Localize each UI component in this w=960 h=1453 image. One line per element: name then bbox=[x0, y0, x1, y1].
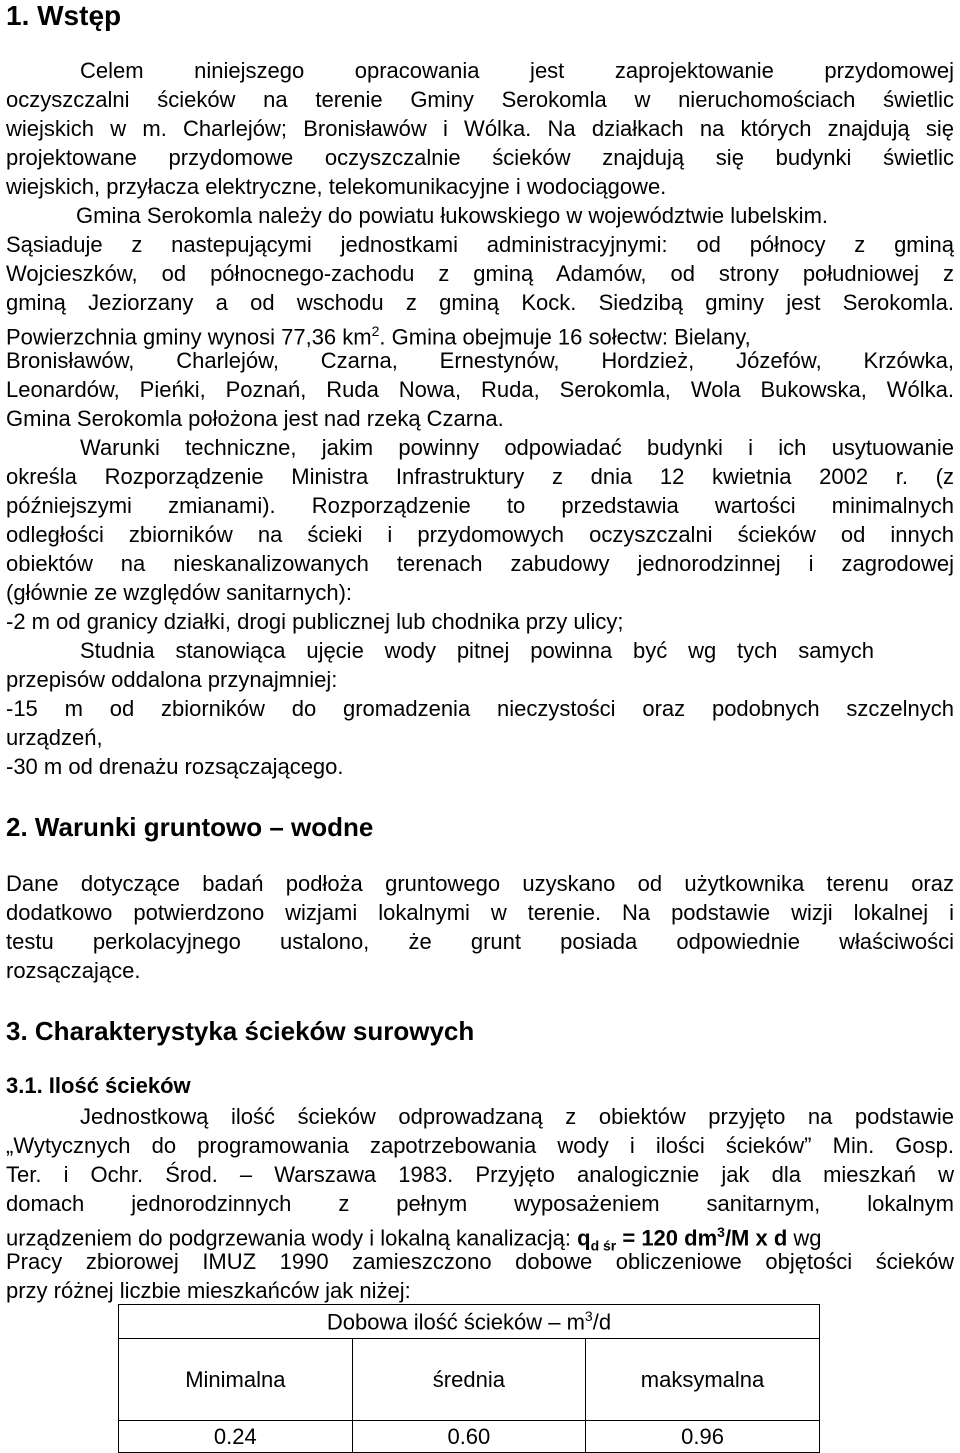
paragraph-line: projektowane przydomowe oczyszczalnie ścieków znajdują się budynki świetlic bbox=[6, 145, 954, 170]
paragraph-line: dodatkowo potwierdzono wizjami lokalnymi w terenie. Na podstawie wizji lokalnej i bbox=[6, 900, 954, 925]
paragraph-line: obiektów na nieskanalizowanych terenach zabudowy jednorodzinnej i zagrodowej bbox=[6, 551, 954, 576]
paragraph-line: oczyszczalni ścieków na terenie Gminy Serokomla w nieruchomościach świetlic bbox=[6, 87, 954, 112]
table-cell: 0.24 bbox=[119, 1421, 353, 1453]
table-column-header: Minimalna bbox=[119, 1339, 353, 1421]
paragraph-line: Sąsiaduje z nastepującymi jednostkami administracyjnymi: od północy z gminą bbox=[6, 232, 954, 257]
paragraph-line: -30 m od drenażu rozsączającego. bbox=[6, 754, 344, 779]
paragraph-line: Dane dotyczące badań podłoża gruntowego uzyskano od użytkownika terenu oraz bbox=[6, 871, 954, 896]
paragraph-line: Bronisławów, Charlejów, Czarna, Ernestynów, Hordzież, Józefów, Krzówka, bbox=[6, 348, 954, 373]
paragraph-line: Gmina Serokomla położona jest nad rzeką Czarna. bbox=[6, 406, 504, 431]
paragraph-line: domach jednorodzinnych z pełnym wyposażeniem sanitarnym, lokalnym bbox=[6, 1191, 954, 1216]
paragraph-line: Ter. i Ochr. Środ. – Warszawa 1983. Przyjęto analogicznie jak dla mieszkań w bbox=[6, 1162, 954, 1187]
section-1-title: 1. Wstęp bbox=[6, 0, 122, 31]
wastewater-table bbox=[118, 1304, 820, 1453]
table-column-header: maksymalna bbox=[586, 1339, 820, 1421]
table-cell: 0.60 bbox=[352, 1421, 585, 1453]
paragraph-line: określa Rozporządzenie Ministra Infrastruktury z dnia 12 kwietnia 2002 r. (z bbox=[6, 464, 954, 489]
paragraph-line: późniejszymi zmianami). Rozporządzenie to przedstawia wartości minimalnych bbox=[6, 493, 954, 518]
table-header-superscript: 3 bbox=[584, 1307, 593, 1324]
formula-eq: = 120 dm bbox=[616, 1225, 718, 1251]
area-text: Powierzchnia gminy wynosi 77,36 km bbox=[6, 324, 372, 350]
paragraph-line: rozsączające. bbox=[6, 958, 141, 983]
table-column-header: średnia bbox=[352, 1339, 585, 1421]
paragraph-line: Studnia stanowiąca ujęcie wody pitnej powinna być wg tych samych bbox=[80, 638, 874, 663]
formula-q: q bbox=[577, 1225, 591, 1251]
paragraph-line: testu perkolacyjnego ustalono, że grunt posiada odpowiednie właściwości bbox=[6, 929, 954, 954]
table-header: Dobowa ilość ścieków – $m^3/d$ bbox=[119, 1305, 820, 1339]
section-3-title: 3. Charakterystyka ścieków surowych bbox=[6, 1016, 475, 1046]
table-cell: 0.96 bbox=[586, 1421, 820, 1453]
paragraph-line: „Wytycznych do programowania zapotrzebowania wody i ilości ścieków” Min. Gosp. bbox=[6, 1133, 954, 1158]
formula-subscript: d śr bbox=[590, 1237, 617, 1254]
paragraph-line: Celem niniejszego opracowania jest zaprojektowanie przydomowej bbox=[80, 58, 954, 83]
paragraph-line: Leonardów, Pieńki, Poznań, Ruda Nowa, Ruda, Serokomla, Wola Bukowska, Wólka. bbox=[6, 377, 954, 402]
formula-superscript: 3 bbox=[717, 1224, 725, 1240]
paragraph-line: Pracy zbiorowej IMUZ 1990 zamieszczono dobowe obliczeniowe objętości ścieków bbox=[6, 1249, 954, 1274]
paragraph-line: wiejskich w m. Charlejów; Bronisławów i Wólka. Na działkach na których znajdują się bbox=[6, 116, 954, 141]
section-3-1-title: 3.1. Ilość ścieków bbox=[6, 1073, 191, 1098]
paragraph-line: Jednostkową ilość ścieków odprowadzaną z obiektów przyjęto na podstawie bbox=[80, 1104, 954, 1129]
formula-rest: /M x d bbox=[724, 1225, 788, 1251]
paragraph-line: odległości zbiorników na ścieki i przydomowych oczyszczalni ścieków od innych bbox=[6, 522, 954, 547]
paragraph-line: przy różnej liczbie mieszkańców jak niżej: bbox=[6, 1278, 411, 1303]
paragraph-line: przepisów oddalona przynajmniej: bbox=[6, 667, 338, 692]
paragraph-line: urządzeń, bbox=[6, 725, 103, 750]
paragraph-line: Gmina Serokomla należy do powiatu łukowskiego w województwie lubelskim. bbox=[76, 203, 829, 228]
table-header-tail: /d bbox=[592, 1309, 612, 1335]
formula-lead-text: urządzeniem do podgrzewania wody i lokalną kanalizacją: bbox=[6, 1225, 578, 1251]
superscript: 2 bbox=[371, 323, 380, 339]
paragraph-line: Wojcieszków, od północnego-zachodu z gminą Adamów, od strony południowej z bbox=[6, 261, 954, 286]
paragraph-line: Warunki techniczne, jakim powinny odpowiadać budynki i ich usytuowanie bbox=[80, 435, 954, 460]
paragraph-line: (głównie ze względów sanitarnych): bbox=[6, 580, 353, 605]
section-2-title: 2. Warunki gruntowo – wodne bbox=[6, 812, 374, 842]
formula-after: wg bbox=[787, 1225, 822, 1251]
paragraph-line: gminą Jeziorzany a od wschodu z gminą Kock. Siedzibą gminy jest Serokomla. bbox=[6, 290, 954, 315]
sołectwa-text: . Gmina obejmuje 16 sołectw: Bielany, bbox=[379, 324, 751, 350]
paragraph-line: -2 m od granicy działki, drogi publicznej lub chodnika przy ulicy; bbox=[6, 609, 624, 634]
paragraph-line: -15 m od zbiorników do gromadzenia nieczystości oraz podobnych szczelnych bbox=[6, 696, 954, 721]
paragraph-line: wiejskich, przyłacza elektryczne, telekomunikacyjne i wodociągowe. bbox=[6, 174, 667, 199]
